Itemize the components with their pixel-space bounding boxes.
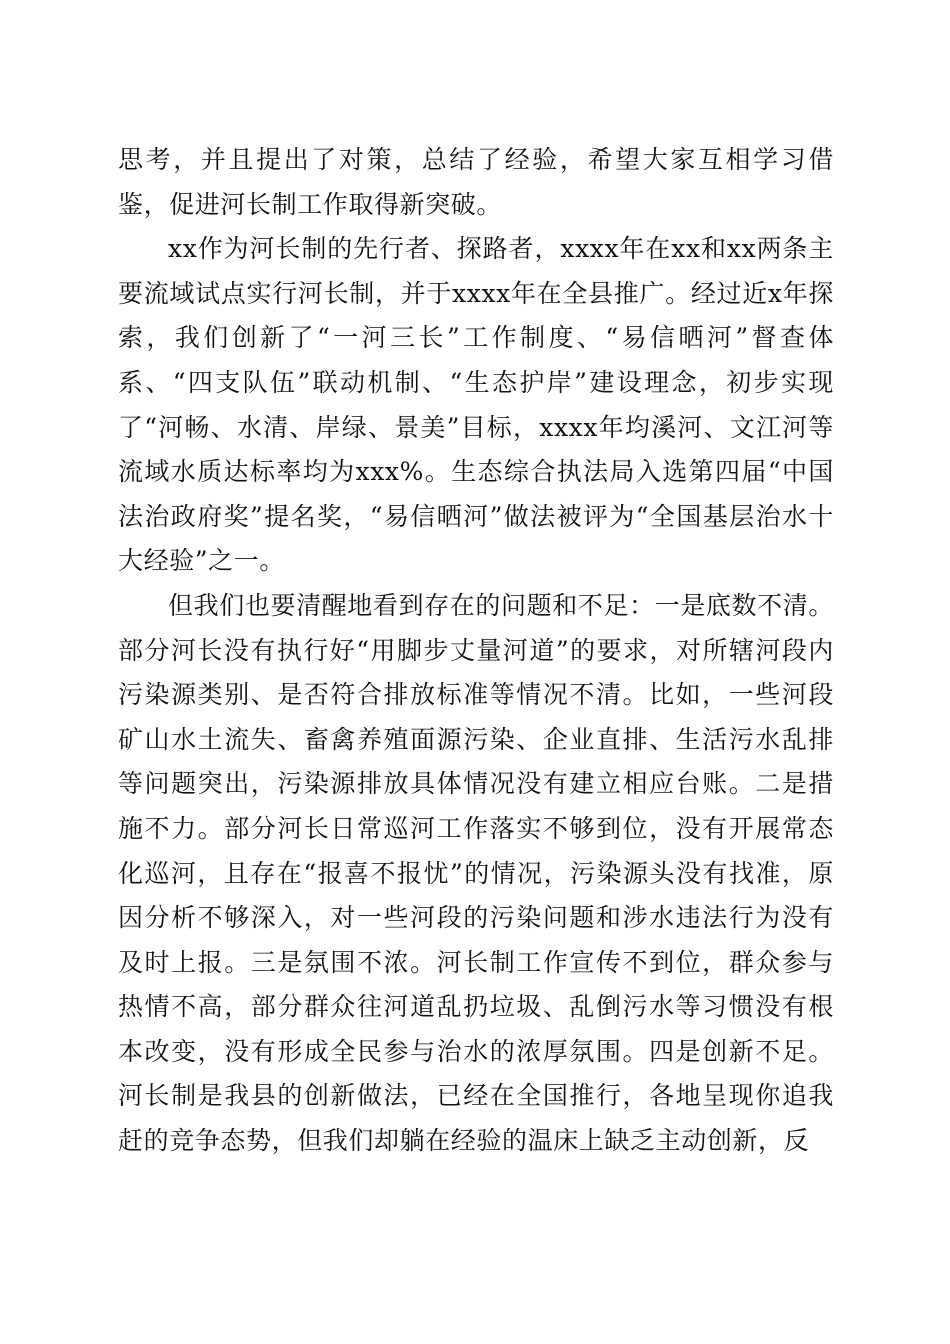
paragraph-continuation: 思考，并且提出了对策，总结了经验，希望大家互相学习借鉴，促进河长制工作取得新突破。 bbox=[118, 145, 834, 219]
body-text bbox=[118, 138, 834, 1164]
paragraph-problems: 但我们也要清醒地看到存在的问题和不足：一是底数不清。部分河长没有执行好“用脚步丈量河道”的要求，对所辖河段内污染源类别、是否符合排放标准等情况不清。比如，一些河段矿山水土流失、畜禽养殖面源污染、企业直排、生活污水乱排等问题突出，污染源排放具体情况没有建立相应台账。二是措施不力。部分河长日常巡河工作落实不够到位，没有开展常态化巡河，且存在“报喜不报忧”的情况，污染源头没有找准，原因分析不够深入，对一些河段的污染问题和涉水违法行为没有及时上报。三是氛围不浓。河长制工作宣传不到位，群众参与热情不高，部分群众往河道乱扔垃圾、乱倒污水等习惯没有根本改变，没有形成全民参与治水的浓厚氛围。四是创新不足。河长制是我县的创新做法，已经在全国推行，各地呈现你追我赶的竞争态势，但我们却躺在经验的温床上缺乏主动创新，反 bbox=[118, 590, 834, 1156]
paragraph-achievements: xx作为河长制的先行者、探路者，xxxx年在xx和xx两条主要流域试点实行河长制，并于xxxx年在全县推广。经过近x年探索，我们创新了“一河三长”工作制度、“易信晒河”督查体系、“四支队伍”联动机制、“生态护岸”建设理念，初步实现了“河畅、水清、岸绿、景美”目标，xxxx年均溪河、文江河等流域水质达标率均为xxx%。生态综合执法局入选第四届“中国法治政府奖”提名奖，“易信晒河”做法被评为“全国基层治水十大经验”之一。 bbox=[118, 234, 834, 576]
